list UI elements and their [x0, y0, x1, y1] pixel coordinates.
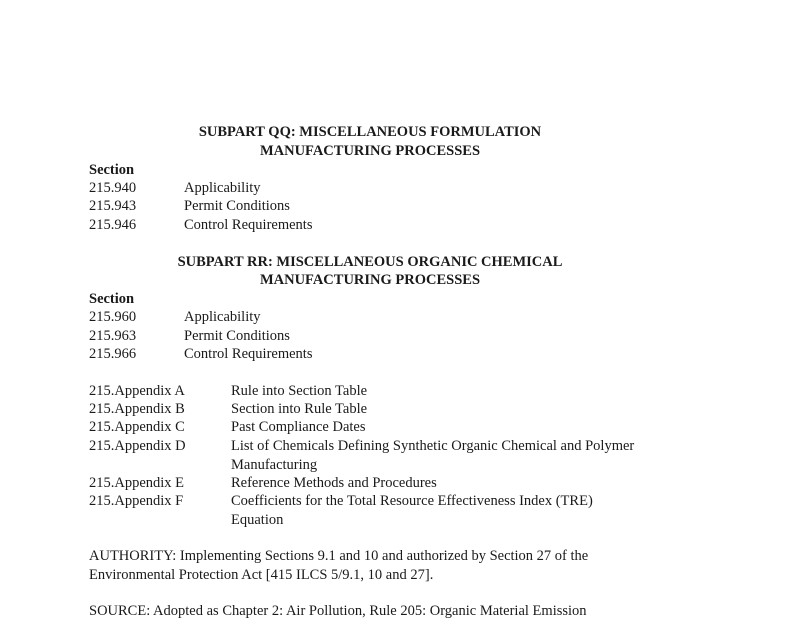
section-number: 215.966 [89, 346, 137, 362]
section-number: 215.960 [89, 309, 137, 325]
appendix-title: Reference Methods and Procedures [231, 475, 437, 491]
section-title: Permit Conditions [184, 328, 290, 344]
appendix-title: Coefficients for the Total Resource Effectiveness Index (TRE) Equation [231, 493, 593, 528]
subpart-rr-section-label: Section [89, 291, 135, 307]
section-title: Control Requirements [184, 346, 313, 362]
source-paragraph: SOURCE: Adopted as Chapter 2: Air Pollution, Rule 205: Organic Material Emission [89, 603, 587, 619]
appendix-title: Section into Rule Table [231, 401, 368, 417]
section-title: Permit Conditions [184, 198, 290, 214]
appendix-number: 215.Appendix A [89, 383, 185, 399]
subpart-rr-title-line2: MANUFACTURING PROCESSES [259, 272, 481, 288]
subpart-rr-title-line1: SUBPART RR: MISCELLANEOUS ORGANIC CHEMICAL [177, 254, 563, 270]
appendix-number: 215.Appendix B [89, 401, 185, 417]
subpart-qq-title-line2: MANUFACTURING PROCESSES [259, 143, 481, 159]
section-number: 215.963 [89, 328, 137, 344]
subpart-qq-title-line1: SUBPART QQ: MISCELLANEOUS FORMULATION [198, 124, 542, 140]
appendix-number: 215.Appendix E [89, 475, 185, 491]
appendix-number: 215.Appendix C [89, 419, 185, 435]
section-title: Applicability [184, 180, 261, 196]
section-number: 215.943 [89, 198, 137, 214]
section-title: Applicability [184, 309, 261, 325]
section-title: Control Requirements [184, 217, 313, 233]
section-number: 215.946 [89, 217, 137, 233]
appendix-title: Rule into Section Table [231, 383, 368, 399]
appendix-number: 215.Appendix D [89, 438, 186, 454]
authority-paragraph: AUTHORITY: Implementing Sections 9.1 and 10 and authorized by Section 27 of the Environmental Protection Act [415 ILCS 5/9.1, 10 and 27]. [89, 548, 589, 583]
appendix-number: 215.Appendix F [89, 493, 184, 509]
appendix-title: Past Compliance Dates [231, 419, 366, 435]
section-number: 215.940 [89, 180, 137, 196]
appendix-title: List of Chemicals Defining Synthetic Organic Chemical and Polymer Manufacturing [231, 438, 635, 473]
subpart-qq-section-label: Section [89, 162, 135, 178]
